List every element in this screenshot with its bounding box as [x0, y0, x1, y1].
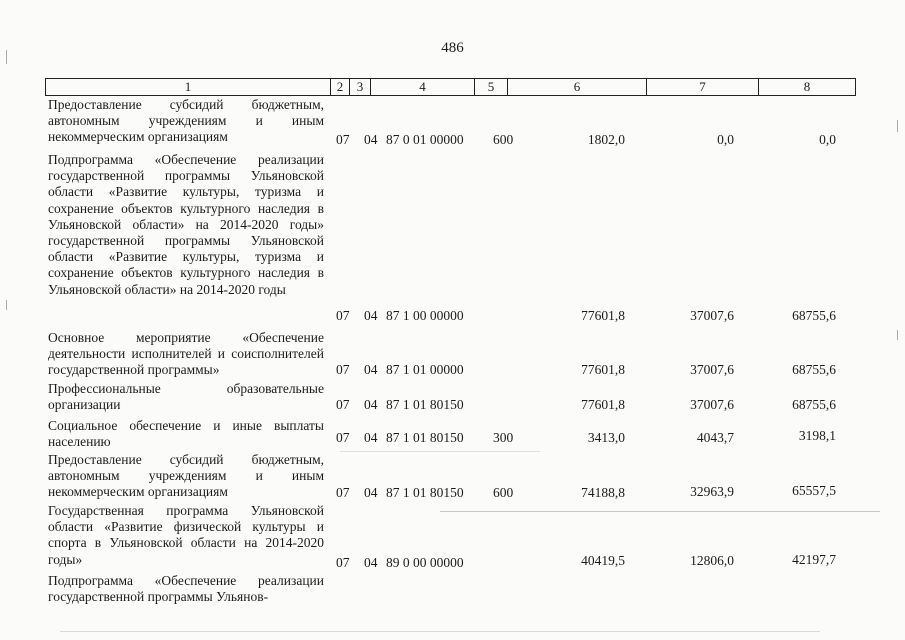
column-header-5: 5	[475, 79, 508, 96]
column-header-1: 1	[46, 79, 331, 96]
row-description: Подпрограмма «Обеспечение реализации государственной программы Ульяновской области «Развитие культуры, туризма и сохранение объектов культурного наследия в Ульяновской области» на 2014-2020 годы» государственной программы Ульяновской области «Развитие культуры, туризма и сохранение объектов культурного наследия в Ульяновской области» на 2014-2020 годы	[48, 152, 324, 297]
scan-artifact	[60, 631, 820, 632]
section-code: 07	[336, 555, 350, 570]
scan-artifact	[897, 120, 898, 132]
subsection-code: 04	[364, 308, 378, 323]
subsection-code: 04	[364, 430, 378, 445]
amount-col-6: 3413,0	[587, 430, 625, 445]
amount-col-7: 32963,9	[690, 484, 734, 499]
amount-col-7: 37007,6	[690, 397, 734, 412]
amount-col-6: 1802,0	[587, 132, 625, 147]
column-header-4: 4	[371, 79, 475, 96]
row-description: Социальное обеспечение и иные выплаты населению	[48, 418, 324, 450]
column-header-8: 8	[759, 79, 856, 96]
expense-type: 600	[493, 132, 514, 147]
target-article: 87 1 01 80150	[386, 430, 464, 445]
section-code: 07	[336, 132, 350, 147]
amount-col-7: 0,0	[717, 132, 734, 147]
amount-col-8: 68755,6	[792, 362, 836, 377]
target-article: 87 0 01 00000	[386, 132, 464, 147]
column-header-row	[46, 79, 856, 96]
amount-col-6: 74188,8	[581, 485, 625, 500]
row-description: Основное мероприятие «Обеспечение деятельности исполнителей и соисполнителей государственной программы»	[48, 330, 324, 378]
scan-artifact	[6, 300, 7, 310]
target-article: 87 1 01 00000	[386, 362, 464, 377]
page-number: 486	[441, 40, 464, 56]
row-description: Государственная программа Ульяновской области «Развитие физической культуры и спорта в Ульяновской области на 2014-2020 годы»	[48, 503, 324, 567]
amount-col-7: 37007,6	[690, 308, 734, 323]
section-code: 07	[336, 397, 350, 412]
subsection-code: 04	[364, 397, 378, 412]
section-code: 07	[336, 308, 350, 323]
column-header-2: 2	[331, 79, 350, 96]
amount-col-6: 77601,8	[581, 397, 625, 412]
amount-col-8: 42197,7	[792, 552, 836, 567]
row-description: Подпрограмма «Обеспечение реализации государственной программы Ульянов-	[48, 573, 324, 605]
scan-artifact	[440, 511, 880, 512]
section-code: 07	[336, 485, 350, 500]
column-header-6: 6	[508, 79, 647, 96]
scan-artifact	[6, 50, 7, 64]
subsection-code: 04	[364, 362, 378, 377]
target-article: 87 1 00 00000	[386, 308, 464, 323]
amount-col-8: 3198,1	[798, 428, 836, 443]
amount-col-7: 4043,7	[696, 430, 734, 445]
expense-type: 600	[493, 485, 514, 500]
amount-col-7: 37007,6	[690, 362, 734, 377]
amount-col-8: 0,0	[819, 132, 836, 147]
row-description: Предоставление субсидий бюджетным, автономным учреждениям и иным некоммерческим организациям	[48, 97, 324, 145]
section-code: 07	[336, 362, 350, 377]
target-article: 87 1 01 80150	[386, 485, 464, 500]
amount-col-6: 77601,8	[581, 362, 625, 377]
expense-type: 300	[493, 430, 514, 445]
amount-col-8: 68755,6	[792, 308, 836, 323]
row-description: Предоставление субсидий бюджетным, автономным учреждениям и иным некоммерческим организациям	[48, 452, 324, 500]
scan-artifact	[340, 451, 540, 452]
amount-col-6: 77601,8	[581, 308, 625, 323]
subsection-code: 04	[364, 555, 378, 570]
target-article: 89 0 00 00000	[386, 555, 464, 570]
subsection-code: 04	[364, 485, 378, 500]
scan-artifact	[897, 330, 898, 340]
target-article: 87 1 01 80150	[386, 397, 464, 412]
amount-col-6: 40419,5	[581, 553, 625, 568]
row-description: Профессиональные образовательные организации	[48, 381, 324, 413]
column-header-7: 7	[647, 79, 759, 96]
amount-col-8: 68755,6	[792, 397, 836, 412]
column-header-3: 3	[350, 79, 371, 96]
section-code: 07	[336, 430, 350, 445]
subsection-code: 04	[364, 132, 378, 147]
amount-col-8: 65557,5	[792, 483, 836, 498]
amount-col-7: 12806,0	[690, 553, 734, 568]
column-header-table	[45, 78, 856, 96]
